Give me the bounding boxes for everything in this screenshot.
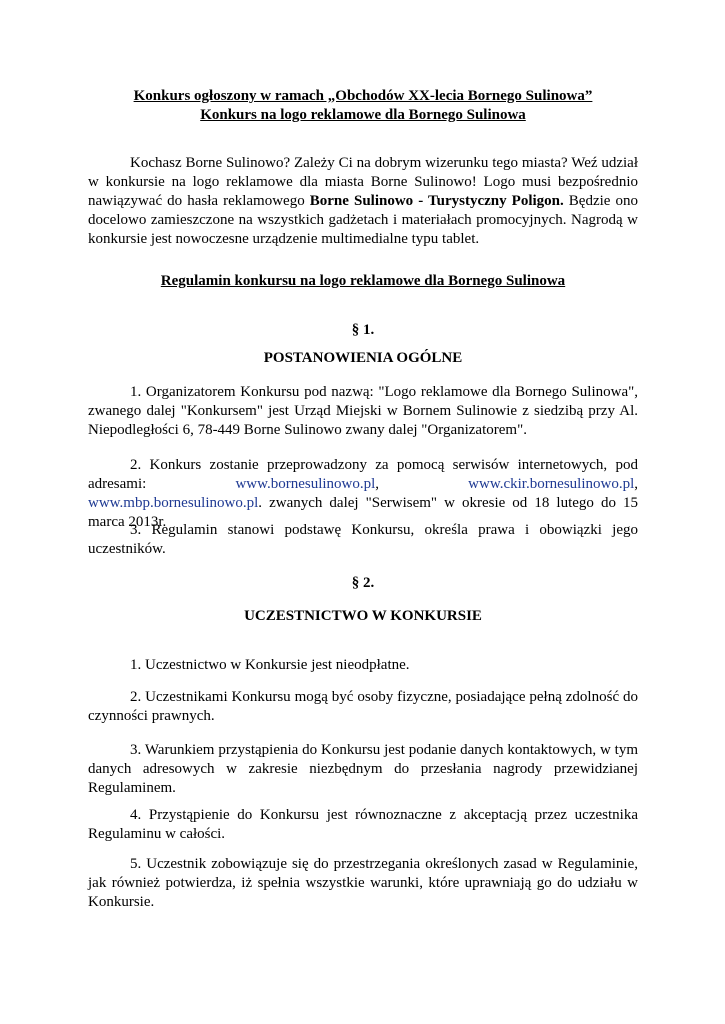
section-2-paragraph-4: 4. Przystąpienie do Konkursu jest równoznaczne z akceptacją przez uczestnika Regulaminu w całości.	[88, 807, 638, 842]
link-ckir-bornesulinowo[interactable]: www.ckir.bornesulinowo.pl	[468, 476, 635, 492]
section-1-paragraph-1: 1. Organizatorem Konkursu pod nazwą: "Logo reklamowe dla Bornego Sulinowa", zwanego dalej "Konkursem" jest Urząd Miejski w Bornem Sulinowie z siedzibą przy Al. Niepodległości 6, 78-449 Borne Sulinowo zwany dalej "Organizatorem".	[88, 384, 638, 438]
intro-slogan: Borne Sulinowo - Turystyczny Poligon.	[309, 193, 564, 209]
section-1-p2-before: 2. Konkurs zostanie przeprowadzony za pomocą serwisów internetowych, pod adresami:	[88, 457, 638, 492]
section-2-paragraph-1: 1. Uczestnictwo w Konkursie jest nieodpłatne.	[130, 657, 410, 673]
link-bornesulinowo[interactable]: www.bornesulinowo.pl	[235, 476, 376, 492]
intro-text-before: Kochasz Borne Sulinowo? Zależy Ci na dobrym wizerunku tego miasta? Weź udział w konkursie na logo reklamowe dla miasta Borne Sulinowo! Logo musi bezpośrednio nawiązywać do hasła reklamowego	[88, 155, 638, 209]
intro-paragraph	[88, 154, 638, 249]
section-1-number: § 1.	[351, 322, 375, 338]
title-line-2: Konkurs na logo reklamowe dla Bornego Sulinowa	[200, 107, 526, 123]
regulations-title: Regulamin konkursu na logo reklamowe dla Bornego Sulinowa	[160, 273, 566, 289]
document-title	[88, 87, 638, 125]
section-2-paragraph-3: 3. Warunkiem przystąpienia do Konkursu jest podanie danych kontaktowych, w tym danych adresowych w zakresie niezbędnym do przesłania nagrody przewidzianej Regulaminem.	[88, 742, 638, 796]
section-2-number: § 2.	[351, 575, 375, 591]
title-line-1: Konkurs ogłoszony w ramach „Obchodów XX-lecia Bornego Sulinowa”	[133, 88, 593, 104]
section-1-title: POSTANOWIENIA OGÓLNE	[263, 350, 463, 366]
link-separator-2: ,	[634, 476, 639, 492]
link-mbp-bornesulinowo[interactable]: www.mbp.bornesulinowo.pl	[88, 495, 259, 511]
section-1-p2-after: . zwanych dalej "Serwisem" w okresie od 18 lutego do 15 marca 2013r.	[88, 495, 638, 530]
section-2-paragraph-2: 2. Uczestnikami Konkursu mogą być osoby fizyczne, posiadające pełną zdolność do czynności prawnych.	[88, 689, 638, 724]
section-1-paragraph-3: 3. Regulamin stanowi podstawę Konkursu, określa prawa i obowiązki jego uczestników.	[88, 522, 638, 557]
link-separator-1: ,	[375, 476, 469, 492]
intro-text-after: Będzie ono docelowo zamieszczone na wszystkich gadżetach i materiałach promocyjnych. Nagrodą w konkursie jest nowoczesne urządzenie multimedialne typu tablet.	[88, 193, 638, 247]
section-2-title: UCZESTNICTWO W KONKURSIE	[244, 608, 482, 624]
section-2-paragraph-5: 5. Uczestnik zobowiązuje się do przestrzegania określonych zasad w Regulaminie, jak również potwierdza, iż spełnia wszystkie warunki, które uprawniają go do udziału w Konkursie.	[88, 856, 638, 910]
